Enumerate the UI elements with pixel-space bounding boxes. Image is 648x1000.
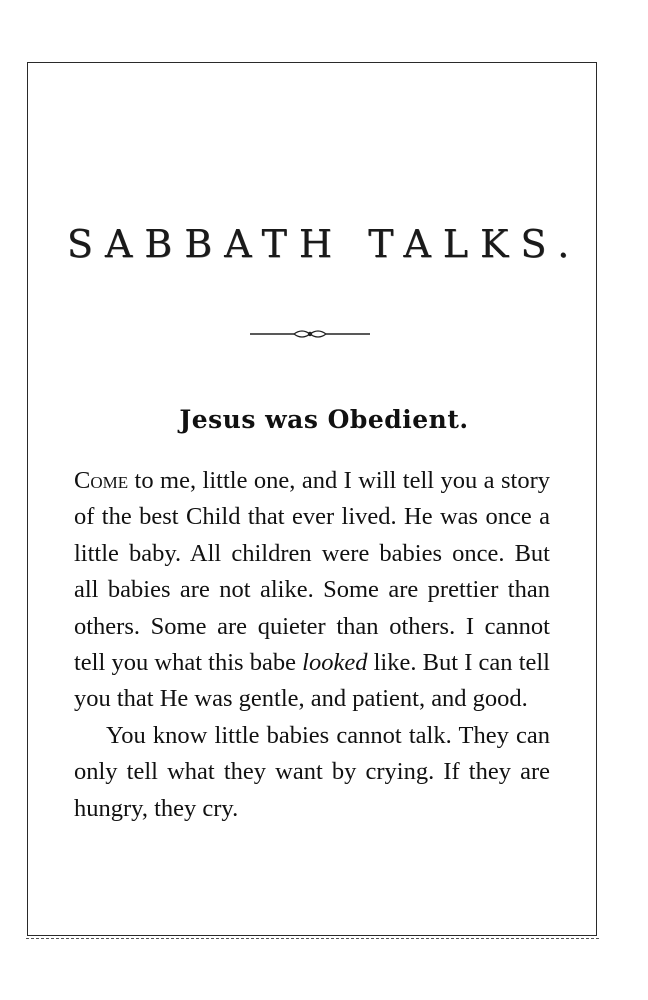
paragraph-2: You know little babies cannot talk. They can only tell what they want by crying. If they are hungry, they cry. [74,721,550,822]
italic-word: looked [302,649,368,677]
body-text [74,463,550,827]
paragraph-1-text-b: like. But I can tell you that He was gentle, and patient, and good. [74,649,550,713]
page-title: SABBATH TALKS. [66,222,582,266]
opening-word: Come [74,467,129,494]
paragraph-1-text-a: to me, little one, and I will tell you a story of the best Child that ever lived. He was once a little baby. All children were babies once. But all babies are not alike. Some are prettier than others. Some are quieter than others. I cannot tell you what this babe [74,467,550,677]
paragraph-1 [74,463,550,718]
ornament-divider [250,327,370,341]
section-heading: Jesus was Obedient. [179,405,469,434]
